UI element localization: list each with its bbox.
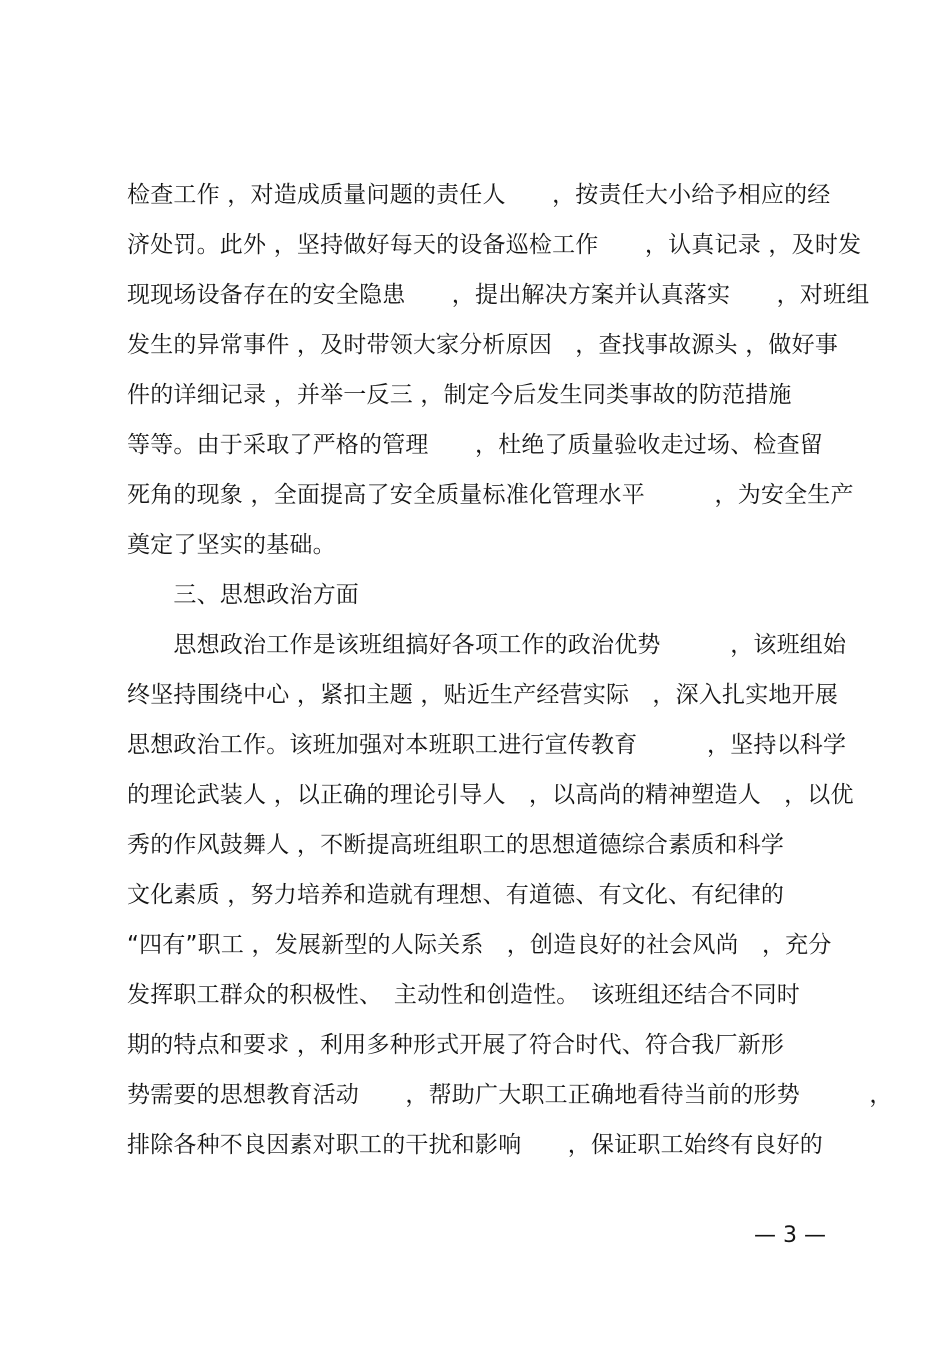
text-line-5: 件的详细记录 ，并举一反三 ，制定今后发生同类事故的防范措施	[127, 382, 792, 408]
text-line-12: 思想政治工作。该班加强对本班职工进行宣传教育 ，坚持以科学	[127, 732, 847, 758]
text-line-20: 排除各种不良因素对职工的干扰和影响 ，保证职工始终有良好的	[127, 1132, 823, 1158]
text-line-10: 思想政治工作是该班组搞好各项工作的政治优势 ，该班组始	[127, 632, 847, 658]
section-heading: 三、思想政治方面	[127, 582, 359, 608]
text-line-2: 济处罚。此外 ，坚持做好每天的设备巡检工作 ，认真记录 ，及时发	[127, 232, 862, 258]
text-line-11: 终坚持围绕中心 ，紧扣主题 ，贴近生产经营实际 ，深入扎实地开展	[127, 682, 839, 708]
page-number: — 3 —	[754, 1223, 826, 1248]
text-line-7: 死角的现象 ，全面提高了安全质量标准化管理水平 ，为安全生产	[127, 482, 854, 508]
text-line-14: 秀的作风鼓舞人 ，不断提高班组职工的思想道德综合素质和科学	[127, 832, 785, 858]
text-line-3: 现现场设备存在的安全隐患 ，提出解决方案并认真落实 ，对班组	[127, 282, 870, 308]
text-line-19: 势需要的思想教育活动 ，帮助广大职工正确地看待当前的形势 ，	[127, 1082, 893, 1108]
text-line-16: “四有”职工 ，发展新型的人际关系 ，创造良好的社会风尚 ，充分	[127, 932, 832, 958]
text-line-18: 期的特点和要求 ，利用多种形式开展了符合时代、符合我厂新形	[127, 1032, 785, 1058]
text-line-1: 检查工作 ，对造成质量问题的责任人 ，按责任大小给予相应的经	[127, 182, 831, 208]
text-line-4: 发生的异常事件 ，及时带领大家分析原因 ，查找事故源头 ，做好事	[127, 332, 839, 358]
text-line-13: 的理论武装人 ，以正确的理论引导人 ，以高尚的精神塑造人 ，以优	[127, 782, 854, 808]
text-line-8: 奠定了坚实的基础。	[127, 532, 336, 558]
text-line-15: 文化素质 ，努力培养和造就有理想、有道德、有文化、有纪律的	[127, 882, 785, 908]
text-line-17: 发挥职工群众的积极性、 主动性和创造性。 该班组还结合不同时	[127, 982, 800, 1008]
text-line-6: 等等。由于采取了严格的管理 ，杜绝了质量验收走过场、检查留	[127, 432, 823, 458]
